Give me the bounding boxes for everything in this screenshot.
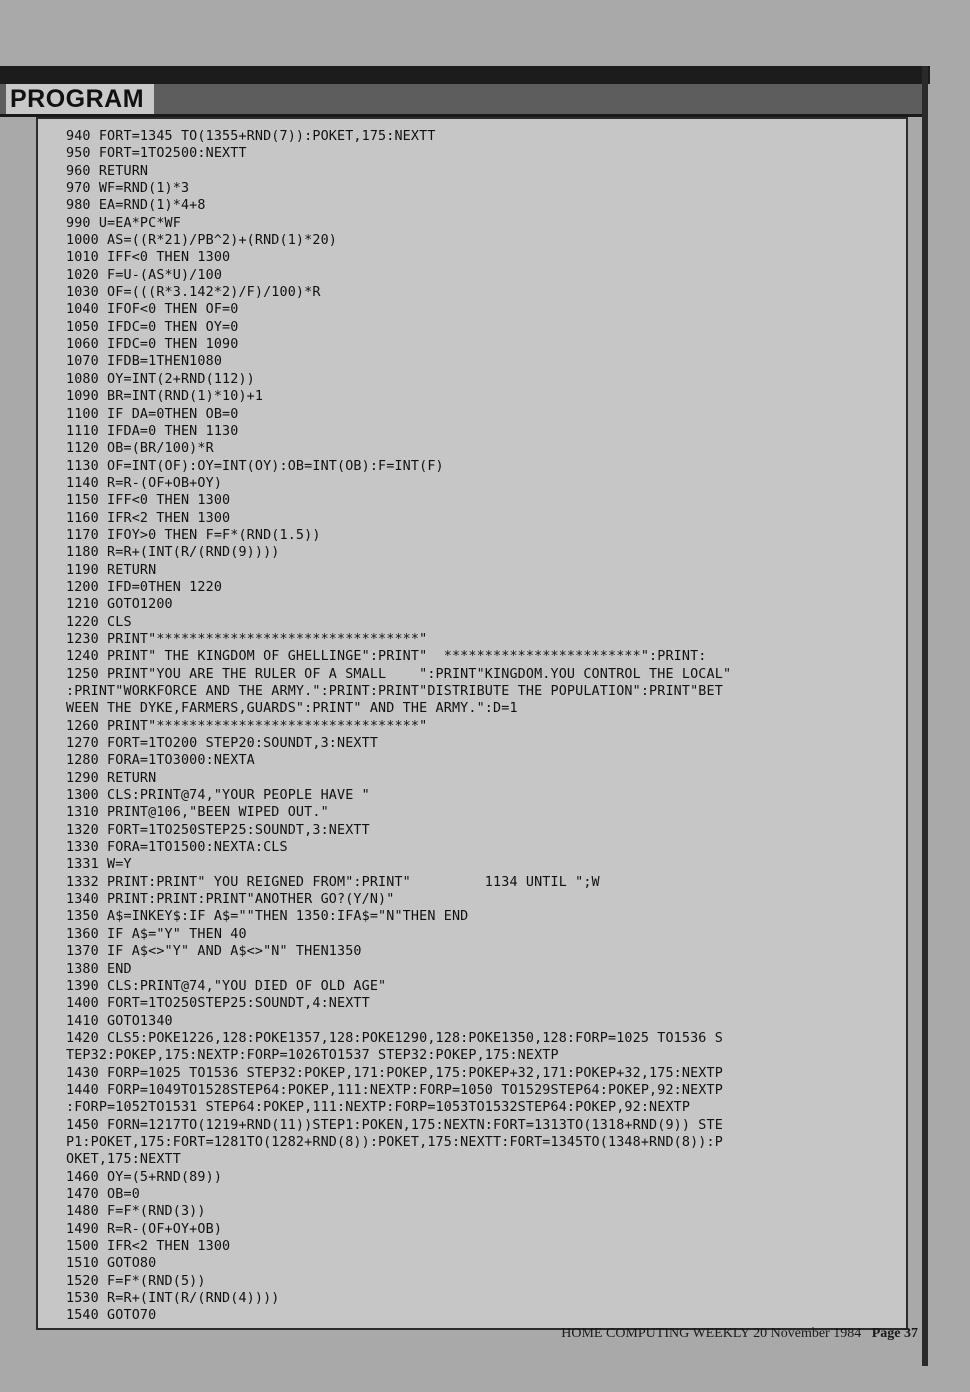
code-line: 990 U=EA*PC*WF <box>66 215 181 231</box>
code-line: 1210 GOTO1200 <box>66 597 173 613</box>
code-line: 1300 CLS:PRINT@74,"YOUR PEOPLE HAVE " <box>66 788 370 804</box>
code-line: 1500 IFR<2 THEN 1300 <box>66 1239 231 1254</box>
code-line: 1190 RETURN <box>66 562 157 578</box>
code-line: 1000 AS=((R*21)/PB^2)+(RND(1)*20) <box>66 233 337 249</box>
code-line: 1060 IFDC=0 THEN 1090 <box>66 337 239 353</box>
code-line: 1540 GOTO70 <box>66 1308 157 1324</box>
code-line: 1020 F=U-(AS*U)/100 <box>66 267 223 283</box>
code-line: 1110 IFDA=0 THEN 1130 <box>66 423 239 439</box>
code-line: 1130 OF=INT(OF):OY=INT(OY):OB=INT(OB):F=INT(F) <box>66 458 444 474</box>
code-line: 1430 FORP=1025 TO1536 STEP32:POKEP,171:POKEP,175:POKEP+32,171:POKEP+32,175:NEXTP <box>66 1065 723 1081</box>
code-line: 1400 FORT=1TO250STEP25:SOUNDT,4:NEXTT <box>66 996 370 1012</box>
code-line: 1010 IFF<0 THEN 1300 <box>66 250 231 266</box>
code-line: 970 WF=RND(1)*3 <box>66 181 190 197</box>
code-line: 1420 CLS5:POKE1226,128:POKE1357,128:POKE1290,128:POKE1350,128:FORP=1025 TO1536 S <box>66 1030 723 1046</box>
code-line: 1200 IFD=0THEN 1220 <box>66 579 223 595</box>
code-line: 1340 PRINT:PRINT:PRINT"ANOTHER GO?(Y/N)" <box>66 892 395 908</box>
code-line: 1290 RETURN <box>66 770 157 786</box>
code-line: 1440 FORP=1049TO1528STEP64:POKEP,111:NEXTP:FORP=1050 TO1529STEP64:POKEP,92:NEXTP <box>66 1082 723 1098</box>
code-line: 1150 IFF<0 THEN 1300 <box>66 493 231 509</box>
code-line: 950 FORT=1TO2500:NEXTT <box>66 146 247 162</box>
code-line: WEEN THE DYKE,FARMERS,GUARDS":PRINT" AND THE ARMY.":D=1 <box>66 701 518 717</box>
section-title: PROGRAM <box>6 84 154 114</box>
code-line: :FORP=1052TO1531 STEP64:POKEP,111:NEXTP:FORP=1053TO1532STEP64:POKEP,92:NEXTP <box>66 1100 691 1116</box>
code-line: 1360 IF A$="Y" THEN 40 <box>66 926 247 942</box>
code-line: 1180 R=R+(INT(R/(RND(9)))) <box>66 545 280 561</box>
code-line: 1380 END <box>66 961 132 977</box>
code-line: 1330 FORA=1TO1500:NEXTA:CLS <box>66 840 288 856</box>
code-line: 980 EA=RND(1)*4+8 <box>66 198 206 214</box>
code-line: 1510 GOTO80 <box>66 1256 157 1272</box>
program-listing <box>66 128 911 1325</box>
code-line: 960 RETURN <box>66 163 149 179</box>
code-line: 1350 A$=INKEY$:IF A$=""THEN 1350:IFA$="N"THEN END <box>66 909 469 925</box>
code-line: 1140 R=R-(OF+OB+OY) <box>66 475 223 491</box>
code-line: 1030 OF=(((R*3.142*2)/F)/100)*R <box>66 285 321 301</box>
code-line: TEP32:POKEP,175:NEXTP:FORP=1026TO1537 STEP32:POKEP,175:NEXTP <box>66 1048 559 1064</box>
code-line: 1450 FORN=1217TO(1219+RND(11))STEP1:POKEN,175:NEXTN:FORT=1313TO(1318+RND(9)) STE <box>66 1117 723 1133</box>
code-line: 1240 PRINT" THE KINGDOM OF GHELLINGE":PRINT" ************************":PRINT: <box>66 649 707 665</box>
code-line: 1090 BR=INT(RND(1)*10)+1 <box>66 389 264 405</box>
code-line: 1410 GOTO1340 <box>66 1013 173 1029</box>
code-line: 1070 IFDB=1THEN1080 <box>66 354 223 370</box>
code-line: 1260 PRINT"********************************" <box>66 718 428 734</box>
code-line: :PRINT"WORKFORCE AND THE ARMY.":PRINT:PRINT"DISTRIBUTE THE POPULATION":PRINT"BET <box>66 684 723 699</box>
code-line: 1270 FORT=1TO200 STEP20:SOUNDT,3:NEXTT <box>66 736 379 752</box>
code-line: 1080 OY=INT(2+RND(112)) <box>66 371 255 387</box>
code-line: 1220 CLS <box>66 614 132 630</box>
code-line: 1050 IFDC=0 THEN OY=0 <box>66 319 239 335</box>
code-line: 1332 PRINT:PRINT" YOU REIGNED FROM":PRINT" 1134 UNTIL ";W <box>66 874 600 890</box>
code-line: 1280 FORA=1TO3000:NEXTA <box>66 753 255 769</box>
code-line: 1331 W=Y <box>66 857 132 873</box>
code-line: 1530 R=R+(INT(R/(RND(4)))) <box>66 1291 280 1307</box>
top-rule <box>0 66 930 84</box>
right-rule <box>922 66 928 1366</box>
publication-line: HOME COMPUTING WEEKLY 20 November 1984 <box>561 1326 862 1341</box>
code-line: 1170 IFOY>0 THEN F=F*(RND(1.5)) <box>66 527 321 543</box>
code-line: 940 FORT=1345 TO(1355+RND(7)):POKET,175:NEXTT <box>66 129 436 144</box>
code-line: P1:POKET,175:FORT=1281TO(1282+RND(8)):POKET,175:NEXTT:FORT=1345TO(1348+RND(8)):P <box>66 1134 723 1150</box>
page-footer <box>561 1326 918 1342</box>
code-line: 1460 OY=(5+RND(89)) <box>66 1169 223 1185</box>
code-line: 1320 FORT=1TO250STEP25:SOUNDT,3:NEXTT <box>66 822 370 838</box>
code-line: 1160 IFR<2 THEN 1300 <box>66 510 231 526</box>
code-line: 1040 IFOF<0 THEN OF=0 <box>66 302 239 318</box>
code-line: OKET,175:NEXTT <box>66 1152 181 1168</box>
code-line: 1520 F=F*(RND(5)) <box>66 1273 206 1289</box>
code-line: 1490 R=R-(OF+OY+OB) <box>66 1221 223 1237</box>
code-line: 1370 IF A$<>"Y" AND A$<>"N" THEN1350 <box>66 944 362 960</box>
code-line: 1470 OB=0 <box>66 1186 140 1202</box>
code-line: 1310 PRINT@106,"BEEN WIPED OUT." <box>66 805 329 821</box>
code-line: 1480 F=F*(RND(3)) <box>66 1204 206 1220</box>
code-line: 1100 IF DA=0THEN OB=0 <box>66 406 239 422</box>
code-line: 1230 PRINT"********************************" <box>66 631 428 647</box>
code-line: 1390 CLS:PRINT@74,"YOU DIED OF OLD AGE" <box>66 978 387 994</box>
code-line: 1250 PRINT"YOU ARE THE RULER OF A SMALL ":PRINT"KINGDOM.YOU CONTROL THE LOCAL" <box>66 666 732 682</box>
page-number: Page 37 <box>871 1326 918 1341</box>
code-line: 1120 OB=(BR/100)*R <box>66 441 214 457</box>
